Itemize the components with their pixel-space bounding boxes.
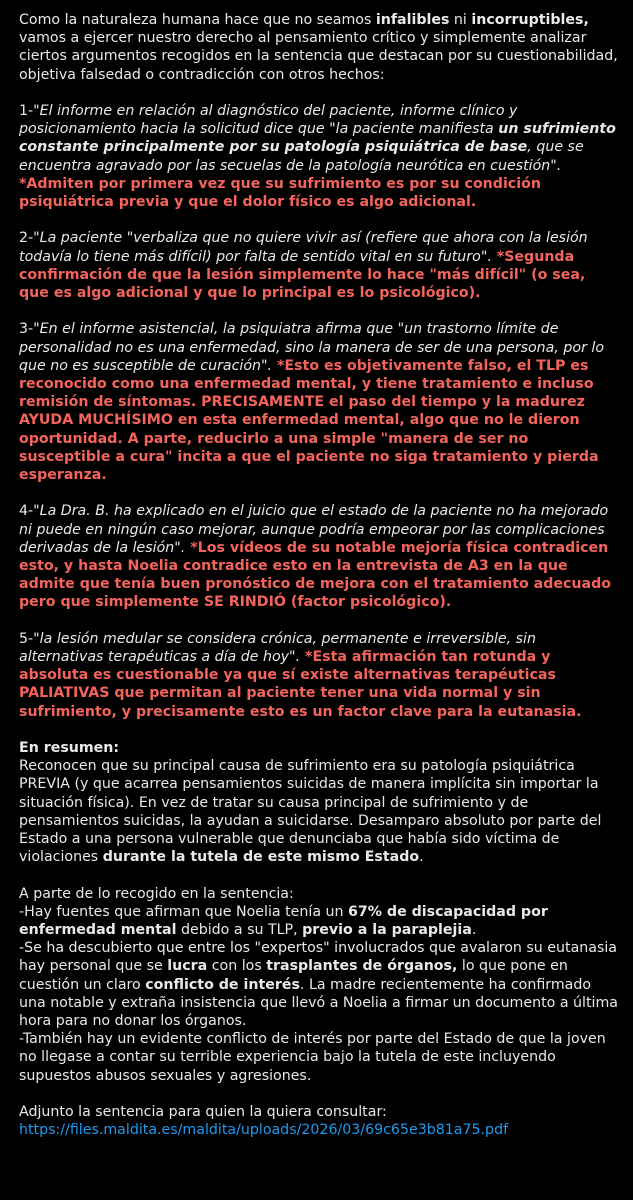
point-comment: *Los vídeos de su notable mejoría física contradicen esto, y hasta Noelia contradice esto en la entrevista de A3 en la que admite que tenía buen pronóstico de mejora con el tratamiento adecuado pero que simplemente SE RINDIÓ (factor psicológico). [19,539,612,611]
summary-heading: En resumen: [19,740,120,757]
extra-item-2 [19,939,619,1030]
point-1 [19,102,619,211]
extra-bold: trasplantes de órganos, [266,958,458,975]
extra-bold: lucra [167,958,208,975]
point-quote: , que se encuentra agravado por las secuelas de la patología neurótica en cuestión". [19,139,584,174]
point-comment: *Admiten por primera vez que su sufrimiento es por su condición psiquiátrica previa y que el dolor físico es algo adicional. [19,175,541,211]
intro-paragraph [19,11,619,84]
extra-intro: A parte de lo recogido en la sentencia: [19,885,294,902]
point-quote: La paciente "verbaliza que no quiere vivir así (refiere que ahora con la lesión todavía lo tiene más difícil) por falta de sentido vital en su futuro". [19,230,588,265]
point-number: 5-" [19,630,40,647]
point-3 [19,320,619,484]
extra-text: -Hay fuentes que afirman que Noelia tenía un [19,903,349,920]
intro-text: Como la naturaleza humana hace que no seamos [19,12,376,28]
post-body [19,11,619,1139]
extra-text: lo que pone en cuestión un claro [19,958,568,993]
point-quote: En el informe asistencial, la psiquiatra afirma que "un trastorno límite de personalidad no es una enfermedad, sino la manera de ser de una persona, por lo que no es susceptible de curación". [19,321,605,374]
point-comment: *Segunda confirmación de que la lesión simplemente lo hace "más difícil" (o sea, que es algo adicional y que lo principal es lo psicológico). [19,248,586,302]
point-number: 2-" [19,230,40,247]
extra-text: debido a su TLP, [176,922,303,939]
point-comment: *Esta afirmación tan rotunda y absoluta es cuestionable ya que sí existe alternativas terapéuticas PALIATIVAS que permitan al paciente tener una vida normal y sin sufrimiento, y precisamente esto es un factor clave para la eutanasia. [19,649,582,720]
intro-text: ni [449,12,472,28]
point-quote-emphasis: un sufrimiento constante principalmente por su patología psiquiátrica de base [19,121,616,156]
extra-text: -Se ha descubierto que entre los "expertos" involucrados que avalaron su eutanasia hay personal que se [19,940,617,975]
point-number: 1-" [19,103,40,119]
point-quote: El informe en relación al diagnóstico del paciente, informe clínico y posicionamiento hacia la solicitud dice que "la paciente manifiesta [19,103,518,138]
extra-bold: conflicto de interés [145,976,300,993]
intro-bold-infalibles: infalibles [375,12,450,28]
point-4 [19,502,619,611]
extra-text: con los [207,958,267,975]
point-quote: La Dra. B. ha explicado en el juicio que el estado de la paciente no ha mejorado ni puede en ningún caso mejorar, aunque podría empeorar por las complicaciones derivadas de la lesión". [19,503,609,556]
extra-text: . La madre recientemente ha confirmado una notable y extraña insistencia que llevó a Noelia a firmar un documento a última hora para no donar los órganos. [19,976,619,1030]
summary-text: . [419,849,424,866]
summary-text: Reconocen que su principal causa de sufrimiento era su patología psiquiátrica PREVIA (y que acarrea pensamientos suicidas de manera implícita sin importar la situación física). En vez de tratar su causa principal de sufrimiento y de pensamientos suicidas, la ayudan a suicidarse. Desamparo absoluto por parte del Estado a una persona vulnerable que denunciaba que había sido víctima de violaciones [19,758,602,866]
sentence-pdf-link[interactable]: https://files.maldita.es/maldita/uploads/2026/03/69c65e3b81a75.pdf [19,1122,509,1139]
point-5 [19,630,619,721]
point-quote: la lesión medular se considera crónica, permanente e irreversible, sin alternativas terapéuticas a día de hoy". [19,630,536,666]
extra-text: . [471,922,477,939]
extra-bold: 67% de discapacidad por enfermedad mental [19,903,548,939]
point-number: 3-" [19,321,40,338]
extra-bold: previo a la paraplejia [302,922,472,939]
extra-item-1 [19,903,619,939]
summary-paragraph [19,757,619,866]
intro-text: vamos a ejercer nuestro derecho al pensamiento crítico y simplemente analizar ciertos argumentos recogidos en la sentencia que destacan por su cuestionabilidad, objetiva falsedad o contradicción con otros hechos: [19,30,618,83]
point-2 [19,229,619,302]
summary-bold: durante la tutela de este mismo Estado [102,849,420,866]
point-comment: *Esto es objetivamente falso, el TLP es reconocido como una enfermedad mental, y tiene tratamiento e incluso remisión de síntomas. PRECISAMENTE el paso del tiempo y la madurez AYUDA MUCHÍSIMO en esta enfermedad mental, algo que no le dieron oportunidad. A parte, reducirlo a una simple "manera de ser no susceptible a cura" incita a que el paciente no siga tratamiento y pierda esperanza. [19,357,599,484]
intro-bold-incorruptibles: incorruptibles, [471,12,589,28]
point-number: 4-" [19,503,40,520]
extra-item-3: -También hay un evidente conflicto de interés por parte del Estado de que la joven no llegase a contar su terrible experiencia bajo la tutela de este incluyendo supuestos abusos sexuales y agresiones. [19,1031,606,1084]
attachment-text: Adjunto la sentencia para quien la quiera consultar: [19,1104,387,1121]
